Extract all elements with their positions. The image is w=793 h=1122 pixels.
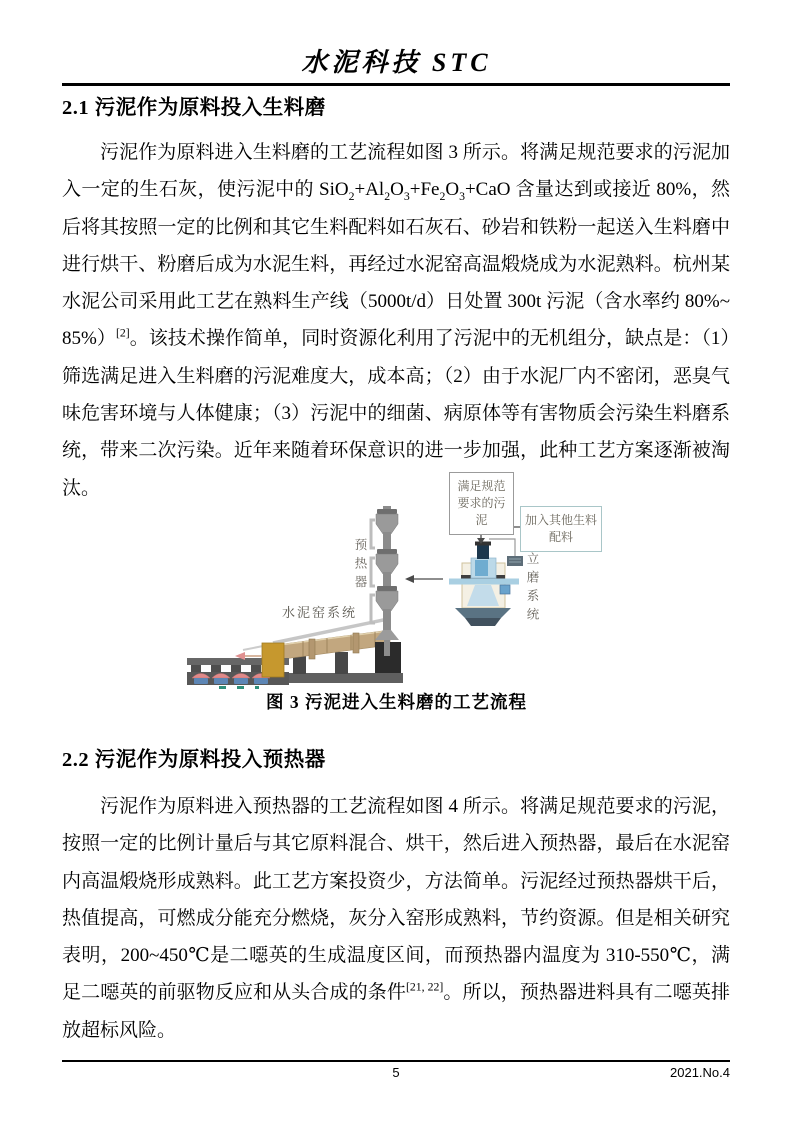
journal-title: 水泥科技 STC <box>301 48 492 77</box>
label-kiln-system: 水泥窑系统 <box>282 605 358 620</box>
section-heading-2-1: 2.1 污泥作为原料投入生料磨 <box>62 97 326 119</box>
figure-3 <box>185 466 615 692</box>
figure-box-additives: 加入其他生料配料 <box>520 506 602 552</box>
label-mill-system: 立磨系统 <box>525 552 539 626</box>
header-rule <box>62 83 730 86</box>
page-number: 5 <box>392 1065 400 1080</box>
figure-caption: 图 3 污泥进入生料磨的工艺流程 <box>266 692 527 712</box>
paragraph-2-1: 污泥作为原料进入生料磨的工艺流程如图 3 所示。将满足规范要求的污泥加入一定的生石灰，使污泥中的 $SiO_2+Al_2O_3+Fe_2O_3+CaO$ 含量达到或接近 80%，然后将其按照一定的比例和其它生料配料如石灰石、砂岩和铁粉一起送入生料磨中进行烘干、粉磨后成为水泥生料，再经过水泥窑高温煅烧成为水泥熟料。杭州某水泥公司采用此工艺在熟料生产线（5000t/d）日处置 300t 污泥（含水率约 80%~85%）[2]。该技术操作简单，同时资源化利用了污泥中的无机组分，缺点是：（1）筛选满足进入生料磨的污泥难度大，成本高；（2）由于水泥厂内不密闭，恶臭气味危害环境与人体健康；（3）污泥中的细菌、病原体等有害物质会污染生料磨系统，带来二次污染。近年来随着环保意识的进一步加强，此种工艺方案逐渐被淘汰。 <box>62 142 730 499</box>
paragraph-2-2: 污泥作为原料进入预热器的工艺流程如图 4 所示。将满足规范要求的污泥，按照一定的比例计量后与其它原料混合、烘干，然后进入预热器，最后在水泥窑内高温煅烧形成熟料。此工艺方案投资少，方法简单。污泥经过预热器烘干后，热值提高，可燃成分能充分燃烧，灰分入窑形成熟料，节约资源。但是相关研究表明，200~450℃是二噁英的生成温度区间，而预热器内温度为 310-550℃，满足二噁英的前驱物反应和从头合成的条件[21, 22]。所以，预热器进料具有二噁英排放超标风险。 <box>62 796 730 1041</box>
issue-label: 2021.No.4 <box>670 1065 730 1080</box>
section-heading-2-2: 2.2 污泥作为原料投入预热器 <box>62 749 326 771</box>
footer-rule <box>62 1060 730 1062</box>
vertical-mill <box>449 539 523 626</box>
figure-box-sludge: 满足规范要求的污泥 <box>449 472 514 535</box>
figure-illustration <box>185 466 615 692</box>
label-preheater: 预热器 <box>353 538 367 594</box>
